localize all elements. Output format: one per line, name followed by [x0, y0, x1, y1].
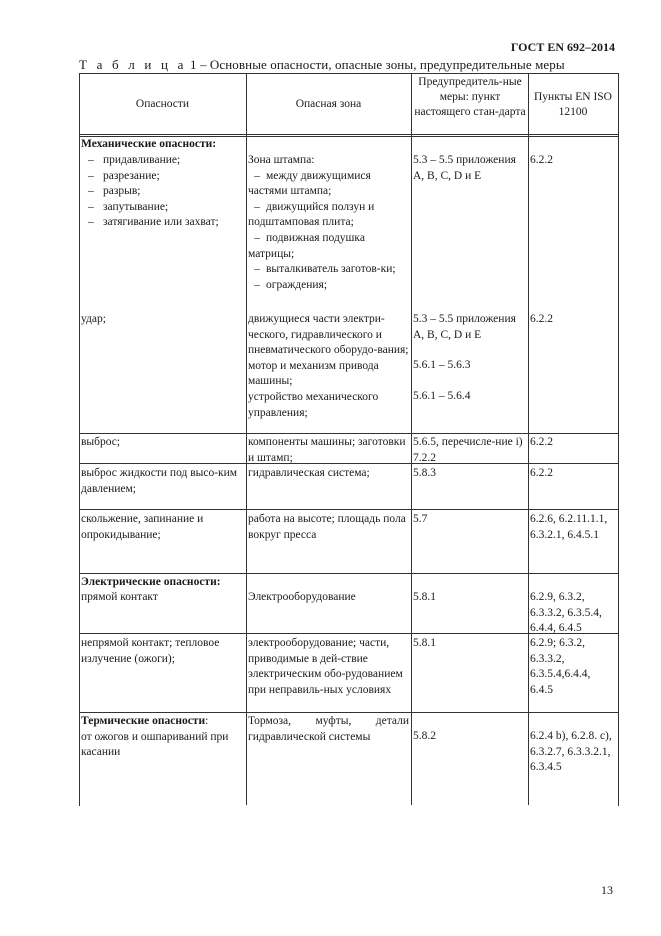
column-divider [246, 73, 247, 805]
column-header-hazards: Опасности [135, 98, 190, 110]
table-caption [79, 57, 565, 73]
clauses-cell: 6.2.2 [530, 467, 553, 479]
measures-cell: 5.8.1 [413, 637, 436, 649]
list-item: – выталкиватель заготов-ки; [254, 263, 396, 276]
group-title-mechanical: Механические опасности: [81, 138, 217, 150]
zone-cell: электрооборудование; части, приводимые в дей-ствие электрическим обо-рудованием при неправиль-ных условиях [248, 637, 403, 696]
list-item: – ограждения; [254, 278, 328, 291]
clauses-cell: 6.2.6, 6.2.11.1.1, 6.3.2.1, 6.4.5.1 [530, 513, 608, 541]
column-header-clauses: Пункты EN ISO 12100 [533, 91, 612, 118]
list-item: – подвижная подушка матрицы; [248, 231, 365, 260]
clauses-cell: 6.2.4 b), 6.2.8. c), 6.3.2.7, 6.3.3.2.1, 6.3.4.5 [530, 730, 612, 774]
zone-title: Зона штампа: [248, 154, 315, 166]
hazard-cell: прямой контакт [81, 591, 158, 603]
row-rule [79, 509, 618, 510]
zone-text: гидравлической системы [248, 730, 371, 743]
hazard-cell: выброс жидкости под высо-ким давлением; [81, 467, 238, 495]
hazard-cell: непрямой контакт; тепловое излучение (ожоги); [81, 637, 220, 665]
measures-cell: 5.7 [413, 513, 428, 525]
list-item: – придавливание; [81, 153, 246, 169]
list-item-text: между движущимися частями штампа; [248, 169, 371, 198]
clauses-cell: 6.2.9, 6.3.2, 6.3.3.2, 6.3.5.4, 6.4.4, 6.4.5 [530, 591, 602, 635]
measures-text: 5.3 – 5.5 приложения А, В, С, D и Е [413, 313, 516, 341]
row-rule [79, 573, 618, 574]
zone-cell: гидравлическая система; [248, 467, 370, 479]
list-item: – разрезание; [81, 169, 246, 185]
clauses-cell: 6.2.2 [530, 436, 553, 448]
table-caption-text: – Основные опасности, опасные зоны, предупредительные меры [199, 57, 565, 72]
measures-text: 5.6.1 – 5.6.4 [413, 389, 471, 402]
list-item: – затягивание или захват; [81, 215, 246, 231]
hazard-cell: удар; [81, 313, 106, 325]
page-number: 13 [601, 883, 613, 897]
zone-cell [248, 312, 409, 421]
group-title-suffix: : [205, 715, 209, 727]
column-divider [528, 73, 529, 805]
document-code: ГОСТ EN 692–2014 [510, 40, 615, 54]
measures-cell: 5.3 – 5.5 приложения А, В, С, D и Е [413, 154, 516, 182]
column-header-zone: Опасная зона [295, 98, 362, 110]
clauses-cell: 6.2.2 [530, 154, 553, 166]
row-rule [79, 712, 618, 713]
list-item: – движущийся ползун и подштамповая плита; [248, 200, 375, 229]
hazard-cell: скольжение, запинание и опрокидывание; [81, 513, 204, 541]
list-item: – запутывание; [81, 200, 246, 216]
measures-cell: 5.6.5, перечисле-ние i) 7.2.2 [413, 436, 523, 464]
measures-cell [413, 312, 525, 404]
column-divider [411, 73, 412, 805]
clauses-cell: 6.2.9; 6.3.2, 6.3.3.2, 6.3.5.4,6.4.4, 6.4.5 [530, 637, 591, 696]
column-header-measures: Предупредитель-ные меры: пункт настоящего стан-дарта [414, 76, 526, 118]
measures-cell: 5.8.1 [413, 591, 436, 603]
zone-text: Тормоза, муфты, детали [248, 715, 409, 727]
zone-text: движущиеся части электри-ческого, гидравлического и пневматического оборудо-вания; [248, 313, 409, 357]
zone-cell [248, 714, 409, 745]
list-item-text: выталкиватель заготов-ки; [266, 263, 396, 276]
list-item-text: подвижная подушка матрицы; [248, 231, 365, 260]
measures-cell: 5.8.3 [413, 467, 436, 479]
table-caption-number: 1 [189, 57, 197, 72]
hazard-text: от ожогов и ошпариваний при касании [81, 730, 229, 759]
zone-text: мотор и механизм привода машины; [248, 359, 379, 388]
list-item: – разрыв; [81, 184, 246, 200]
hazard-cell: выброс; [81, 436, 121, 448]
hazard-list [81, 153, 246, 231]
zone-text: устройство механического управления; [248, 390, 379, 419]
group-title-thermal-line [81, 714, 245, 730]
measures-text: 5.6.1 – 5.6.3 [413, 359, 471, 372]
zone-cell [248, 153, 408, 293]
group-title-thermal: Термические опасности [81, 715, 206, 727]
list-item-text: движущийся ползун и подштамповая плита; [248, 200, 375, 229]
zone-cell: компоненты машины; заготовки и штамп; [248, 436, 406, 464]
zone-cell: Электрооборудование [248, 591, 356, 603]
list-item: – между движущимися частями штампа; [248, 169, 371, 198]
table-caption-prefix: Т а б л и ц а [79, 57, 187, 72]
zone-cell: работа на высоте; площадь пола вокруг пресса [248, 513, 406, 541]
measures-cell: 5.8.2 [413, 730, 436, 742]
group-title-electrical: Электрические опасности: [81, 576, 221, 588]
row-rule [79, 433, 618, 434]
clauses-cell: 6.2.2 [530, 313, 553, 325]
hazard-cell [81, 714, 245, 761]
list-item-text: ограждения; [266, 278, 328, 291]
